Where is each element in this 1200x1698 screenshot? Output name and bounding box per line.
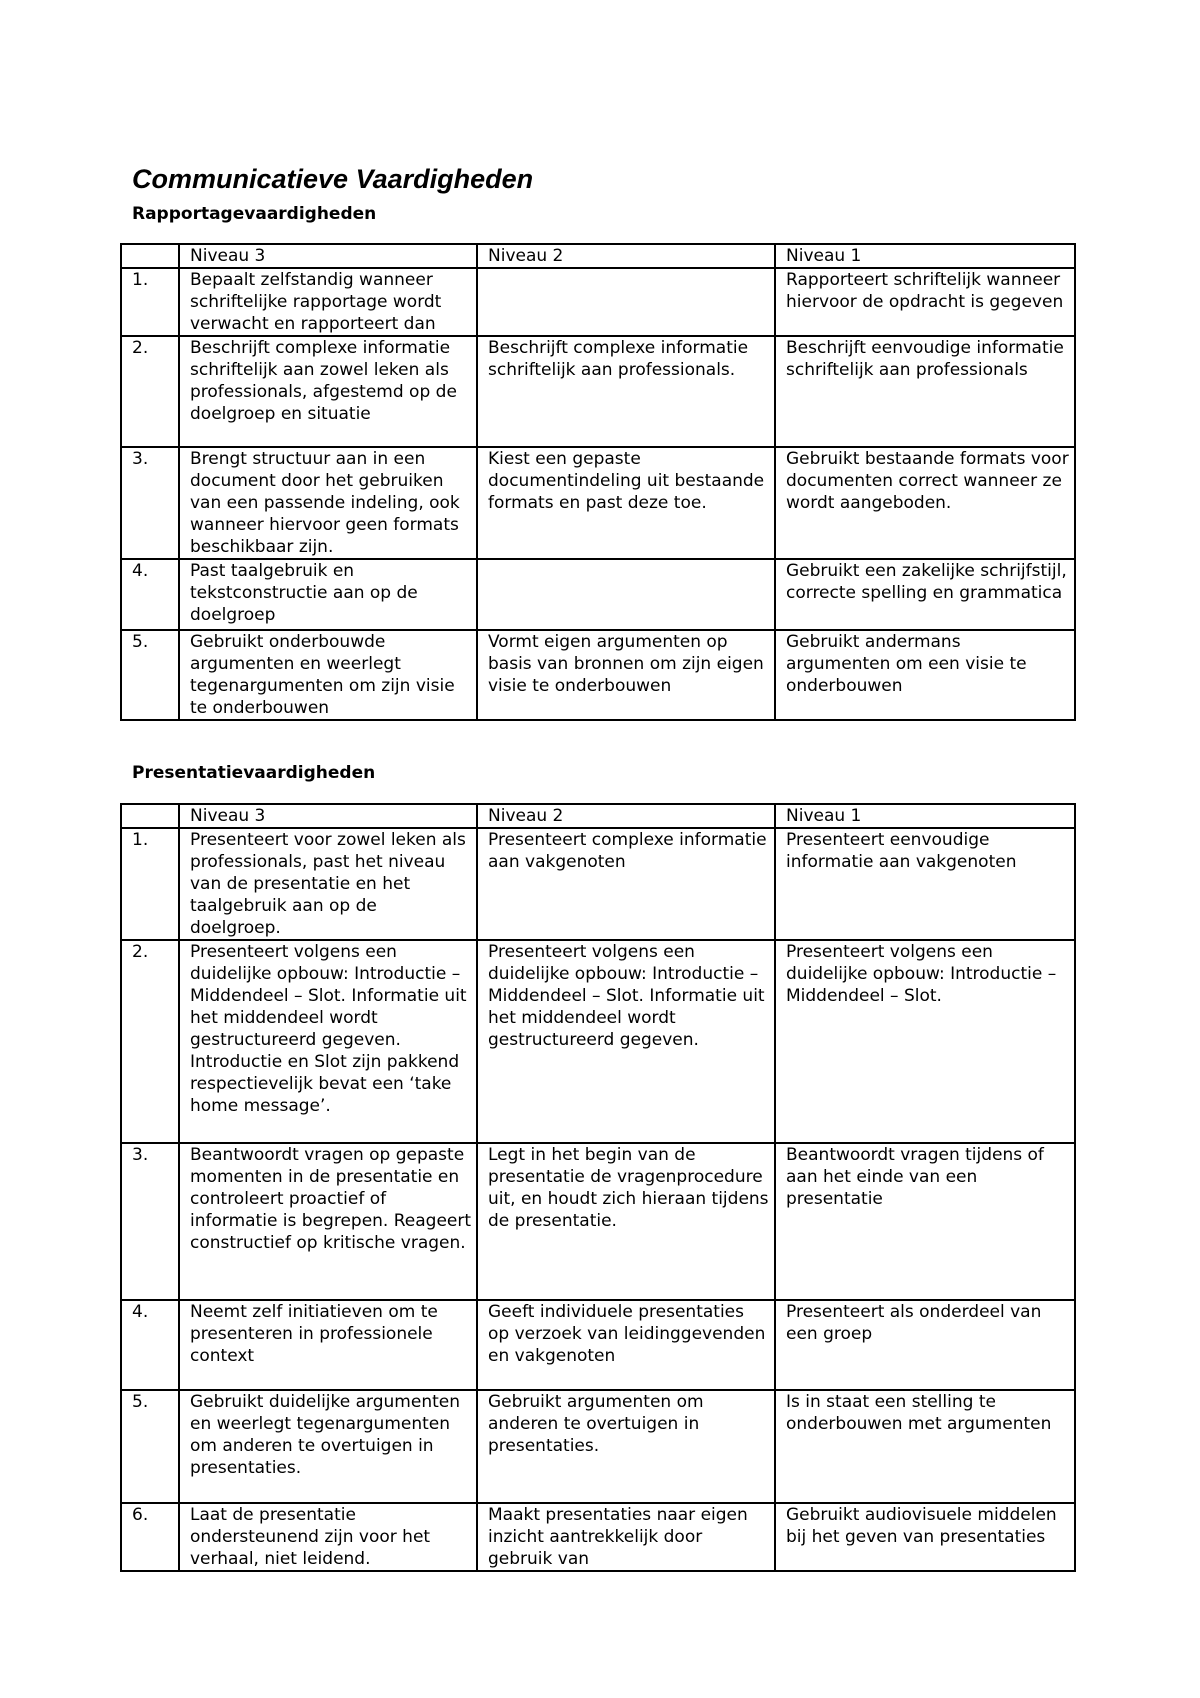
row-number: 1. [121, 268, 179, 336]
niveau-1-cell: Gebruikt andermans argumenten om een visie te onderbouwen [775, 630, 1075, 720]
section-heading-rapportage: Rapportagevaardigheden [132, 204, 377, 224]
niveau-3-cell: Brengt structuur aan in een document door het gebruiken van een passende indeling, ook wanneer hiervoor geen formats beschikbaar zijn. [179, 447, 477, 559]
niveau-2-cell: Beschrijft complexe informatie schriftelijk aan professionals. [477, 336, 775, 447]
header-cell-niveau-2: Niveau 2 [477, 244, 775, 268]
row-number: 2. [121, 940, 179, 1143]
niveau-3-cell: Gebruikt duidelijke argumenten en weerlegt tegenargumenten om anderen te overtuigen in presentaties. [179, 1390, 477, 1503]
table-row [121, 828, 1075, 940]
row-number: 3. [121, 1143, 179, 1300]
row-number: 4. [121, 1300, 179, 1390]
table-header-row [121, 804, 1075, 828]
header-cell-number [121, 804, 179, 828]
niveau-1-cell: Beschrijft eenvoudige informatie schriftelijk aan professionals [775, 336, 1075, 447]
table-row [121, 630, 1075, 720]
niveau-2-cell: Presenteert complexe informatie aan vakgenoten [477, 828, 775, 940]
row-number: 5. [121, 1390, 179, 1503]
header-cell-niveau-2: Niveau 2 [477, 804, 775, 828]
niveau-2-cell: Kiest een gepaste documentindeling uit bestaande formats en past deze toe. [477, 447, 775, 559]
niveau-1-cell: Presenteert als onderdeel van een groep [775, 1300, 1075, 1390]
table-row [121, 268, 1075, 336]
table-row [121, 1390, 1075, 1503]
table-row [121, 940, 1075, 1143]
niveau-2-cell: Legt in het begin van de presentatie de vragenprocedure uit, en houdt zich hieraan tijdens de presentatie. [477, 1143, 775, 1300]
niveau-3-cell: Presenteert voor zowel leken als professionals, past het niveau van de presentatie en het taalgebruik aan op de doelgroep. [179, 828, 477, 940]
niveau-3-cell: Neemt zelf initiatieven om te presenteren in professionele context [179, 1300, 477, 1390]
niveau-1-cell: Gebruikt een zakelijke schrijfstijl, correcte spelling en grammatica [775, 559, 1075, 630]
niveau-1-cell: Presenteert eenvoudige informatie aan vakgenoten [775, 828, 1075, 940]
header-cell-niveau-3: Niveau 3 [179, 804, 477, 828]
niveau-3-cell: Presenteert volgens een duidelijke opbouw: Introductie – Middendeel – Slot. Informatie uit het middendeel wordt gestructureerd gegeven. Introductie en Slot zijn pakkend respectievelijk bevat een ‘take home message’. [179, 940, 477, 1143]
table-row [121, 1503, 1075, 1571]
niveau-1-cell: Is in staat een stelling te onderbouwen met argumenten [775, 1390, 1075, 1503]
row-number: 2. [121, 336, 179, 447]
table-header-row [121, 244, 1075, 268]
niveau-2-cell [477, 268, 775, 336]
row-number: 4. [121, 559, 179, 630]
niveau-1-cell: Beantwoordt vragen tijdens of aan het einde van een presentatie [775, 1143, 1075, 1300]
header-cell-niveau-1: Niveau 1 [775, 804, 1075, 828]
niveau-2-cell: Gebruikt argumenten om anderen te overtuigen in presentaties. [477, 1390, 775, 1503]
niveau-1-cell: Gebruikt bestaande formats voor documenten correct wanneer ze wordt aangeboden. [775, 447, 1075, 559]
row-number: 1. [121, 828, 179, 940]
niveau-3-cell: Beschrijft complexe informatie schriftelijk aan zowel leken als professionals, afgestemd op de doelgroep en situatie [179, 336, 477, 447]
niveau-3-cell: Laat de presentatie ondersteunend zijn voor het verhaal, niet leidend. [179, 1503, 477, 1571]
niveau-1-cell: Gebruikt audiovisuele middelen bij het geven van presentaties [775, 1503, 1075, 1571]
rapportage-table [120, 243, 1076, 721]
niveau-2-cell: Maakt presentaties naar eigen inzicht aantrekkelijk door gebruik van [477, 1503, 775, 1571]
niveau-2-cell: Geeft individuele presentaties op verzoek van leidinggevenden en vakgenoten [477, 1300, 775, 1390]
niveau-3-cell: Beantwoordt vragen op gepaste momenten in de presentatie en controleert proactief of informatie is begrepen. Reageert constructief op kritische vragen. [179, 1143, 477, 1300]
row-number: 5. [121, 630, 179, 720]
table-row [121, 1300, 1075, 1390]
niveau-3-cell: Past taalgebruik en tekstconstructie aan op de doelgroep [179, 559, 477, 630]
niveau-3-cell: Bepaalt zelfstandig wanneer schriftelijke rapportage wordt verwacht en rapporteert dan [179, 268, 477, 336]
niveau-1-cell: Presenteert volgens een duidelijke opbouw: Introductie – Middendeel – Slot. [775, 940, 1075, 1143]
niveau-1-cell: Rapporteert schriftelijk wanneer hiervoor de opdracht is gegeven [775, 268, 1075, 336]
header-cell-number [121, 244, 179, 268]
row-number: 6. [121, 1503, 179, 1571]
table-row [121, 559, 1075, 630]
presentatie-table [120, 803, 1076, 1572]
niveau-2-cell: Presenteert volgens een duidelijke opbouw: Introductie – Middendeel – Slot. Informatie uit het middendeel wordt gestructureerd gegeven. [477, 940, 775, 1143]
niveau-3-cell: Gebruikt onderbouwde argumenten en weerlegt tegenargumenten om zijn visie te onderbouwen [179, 630, 477, 720]
row-number: 3. [121, 447, 179, 559]
table-row [121, 336, 1075, 447]
table-row [121, 447, 1075, 559]
niveau-2-cell: Vormt eigen argumenten op basis van bronnen om zijn eigen visie te onderbouwen [477, 630, 775, 720]
page-title: Communicatieve Vaardigheden [132, 164, 534, 194]
header-cell-niveau-1: Niveau 1 [775, 244, 1075, 268]
niveau-2-cell [477, 559, 775, 630]
table-row [121, 1143, 1075, 1300]
section-heading-presentatie: Presentatievaardigheden [132, 763, 376, 783]
header-cell-niveau-3: Niveau 3 [179, 244, 477, 268]
